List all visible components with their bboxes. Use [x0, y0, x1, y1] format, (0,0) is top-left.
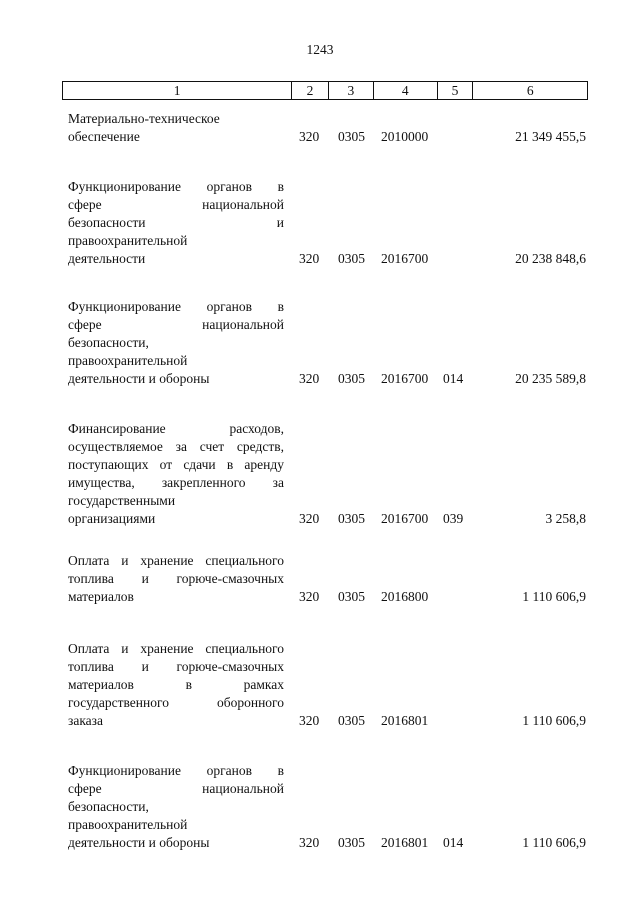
- row-col-2: 320: [299, 511, 320, 526]
- row-name-line: обеспечение: [68, 129, 140, 144]
- row-amount: 20 238 848,6: [515, 251, 586, 266]
- row-name-line: Финансирование расходов,: [68, 421, 284, 436]
- row-col-3: 0305: [338, 371, 365, 386]
- header-col-3: 3: [329, 82, 374, 99]
- row-name-line: деятельности: [68, 251, 146, 266]
- row-amount: 1 110 606,9: [522, 589, 586, 604]
- row-amount: 21 349 455,5: [515, 129, 586, 144]
- row-name-line: Функционирование органов в: [68, 179, 284, 194]
- row-col-4: 2016700: [381, 251, 429, 266]
- row-col-4: 2016700: [381, 511, 429, 526]
- row-amount: 3 258,8: [545, 511, 586, 526]
- row-name: [68, 552, 284, 606]
- row-name: [68, 762, 284, 852]
- page-number: 1243: [306, 42, 334, 57]
- row-col-3: 0305: [338, 589, 365, 604]
- row-col-4: 2016801: [381, 713, 429, 728]
- row-name-line: правоохранительной: [68, 817, 188, 832]
- row-col-2: 320: [299, 371, 320, 386]
- row-col-2: 320: [299, 251, 320, 266]
- row-name-line: безопасности,: [68, 335, 149, 350]
- row-name-line: правоохранительной: [68, 353, 188, 368]
- row-name-line: поступающих от сдачи в аренду: [68, 457, 284, 472]
- row-name-line: заказа: [68, 713, 103, 728]
- row-name-line: безопасности и: [68, 215, 284, 230]
- row-name-line: государственного оборонного: [68, 695, 284, 710]
- row-col-5: 039: [443, 511, 464, 526]
- row-name-line: Оплата и хранение специального: [68, 553, 284, 568]
- row-name-line: топлива и горюче-смазочных: [68, 659, 284, 674]
- row-col-4: 2016800: [381, 589, 429, 604]
- row-amount: 1 110 606,9: [522, 713, 586, 728]
- row-name-line: деятельности и обороны: [68, 835, 210, 850]
- row-name-line: безопасности,: [68, 799, 149, 814]
- row-name-line: материалов: [68, 589, 134, 604]
- row-name-line: организациями: [68, 511, 156, 526]
- row-name-line: сфере национальной: [68, 317, 284, 332]
- row-col-2: 320: [299, 129, 320, 144]
- row-name: [68, 298, 284, 388]
- row-col-5: 014: [443, 835, 464, 850]
- row-col-2: 320: [299, 589, 320, 604]
- row-col-2: 320: [299, 713, 320, 728]
- row-col-3: 0305: [338, 129, 365, 144]
- row-name-line: имущества, закрепленного за: [68, 475, 284, 490]
- row-name-line: Функционирование органов в: [68, 763, 284, 778]
- header-col-5: 5: [438, 82, 474, 99]
- row-name: [68, 420, 284, 528]
- row-name-line: Функционирование органов в: [68, 299, 284, 314]
- row-col-2: 320: [299, 835, 320, 850]
- row-col-4: 2010000: [381, 129, 429, 144]
- header-col-2: 2: [292, 82, 329, 99]
- header-col-4: 4: [374, 82, 438, 99]
- row-col-3: 0305: [338, 713, 365, 728]
- row-name: [68, 640, 284, 730]
- row-name: [68, 178, 284, 268]
- row-col-5: 014: [443, 371, 464, 386]
- row-name-line: государственными: [68, 493, 176, 508]
- row-name-line: Материально-техническое: [68, 111, 220, 126]
- row-amount: 1 110 606,9: [522, 835, 586, 850]
- row-amount: 20 235 589,8: [515, 371, 586, 386]
- row-name-line: правоохранительной: [68, 233, 188, 248]
- row-name-line: Оплата и хранение специального: [68, 641, 284, 656]
- header-col-1: 1: [63, 82, 292, 99]
- row-col-4: 2016801: [381, 835, 429, 850]
- row-name-line: сфере национальной: [68, 197, 284, 212]
- row-col-3: 0305: [338, 251, 365, 266]
- header-col-6: 6: [526, 83, 534, 98]
- row-name-line: материалов в рамках: [68, 677, 284, 692]
- row-col-4: 2016700: [381, 371, 429, 386]
- row-name-line: сфере национальной: [68, 781, 284, 796]
- row-name-line: топлива и горюче-смазочных: [68, 571, 284, 586]
- row-col-3: 0305: [338, 835, 365, 850]
- row-name-line: осуществляемое за счет средств,: [68, 439, 284, 454]
- row-col-3: 0305: [338, 511, 365, 526]
- row-name-line: деятельности и обороны: [68, 371, 210, 386]
- row-name: [68, 110, 284, 146]
